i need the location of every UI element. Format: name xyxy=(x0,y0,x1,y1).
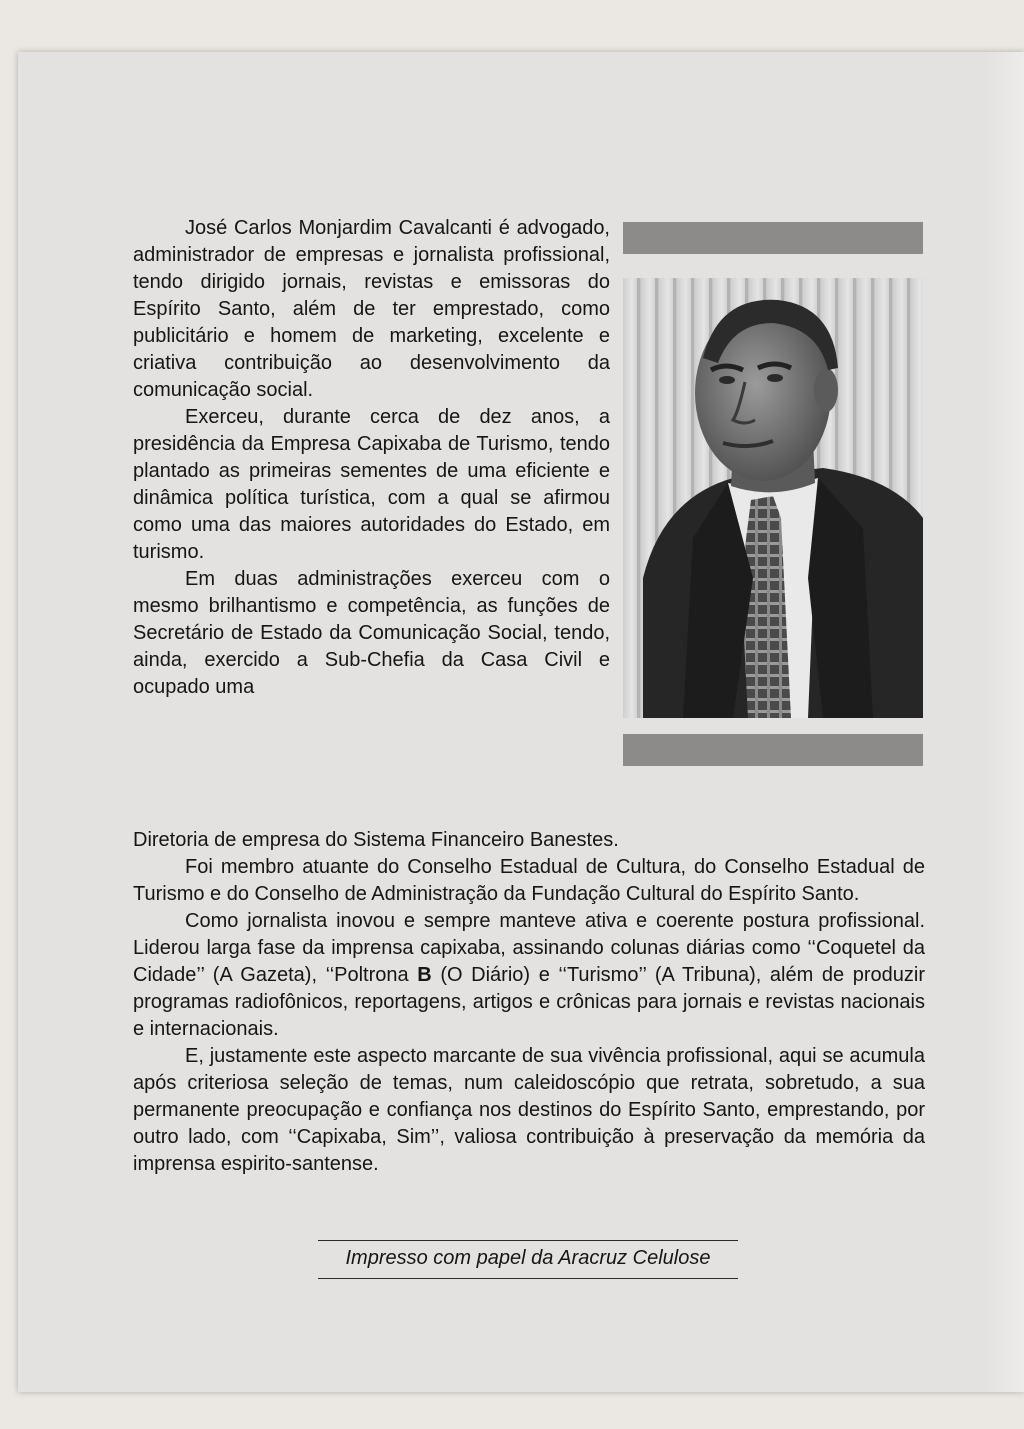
bio-paragraph-6: E, justamente este aspecto marcante de sua vivência profissional, aqui se acumula após criteriosa seleção de temas, num caleidoscópio que retrata, sobretudo, a sua permanente preocupação e confiança nos destinos do Espírito Santo, emprestando, por outro lado, com ‘‘Capixaba, Sim’’, valiosa contribuição à preservação da memória da imprensa espirito-santense. xyxy=(133,1045,925,1175)
book-back-cover xyxy=(18,52,1024,1392)
bio-paragraph-5-bold-letter: B xyxy=(417,964,432,986)
bio-paragraph-3: Em duas administrações exerceu com o mesmo brilhantismo e competência, as funções de Secretário de Estado da Comunicação Social, tendo, ainda, exercido a Sub-Chefia da Casa Civil e ocupado uma xyxy=(133,568,610,698)
bio-paragraph-5-part-a: Como jornalista inovou e sempre manteve ativa e coerente postura profissional. Liderou larga fase da imprensa capixaba, assinando colunas diárias como ‘‘Coquetel da Cidade’’ (A Gazeta), ‘‘Poltrona xyxy=(133,910,925,986)
footer-rule-top xyxy=(318,1240,738,1241)
bio-paragraph-2: Exerceu, durante cerca de dez anos, a presidência da Empresa Capixaba de Turismo, tendo plantado as primeiras sementes de uma eficiente e dinâmica política turística, com a qual se afirmou como uma das maiores autoridades do Estado, em turismo. xyxy=(133,406,610,563)
bio-paragraph-1: José Carlos Monjardim Cavalcanti é advogado, administrador de empresas e jornalista profissional, tendo dirigido jornais, revistas e emissoras do Espírito Santo, além de ter emprestado, como publicitário e homem de marketing, excelente e criativa contribuição ao desenvolvimento da comunicação social. xyxy=(133,217,610,401)
bio-paragraph-5-part-b: (O Diário) e ‘‘Turismo’’ (A Tribuna), além de produzir programas radiofônicos, reportagens, artigos e crônicas para jornais e revistas nacionais e internacionais. xyxy=(133,964,925,1040)
decorative-bar-bottom xyxy=(623,734,923,766)
footer-rule-bottom xyxy=(318,1278,738,1279)
decorative-bar-top xyxy=(623,222,923,254)
author-portrait xyxy=(623,278,923,718)
bio-text-full-column xyxy=(133,827,925,1178)
portrait-photo-icon xyxy=(623,278,923,718)
bio-text-narrow-column xyxy=(133,215,610,701)
printed-paper-note: Impresso com papel da Aracruz Celulose xyxy=(345,1247,711,1269)
bio-paragraph-3-continued: Diretoria de empresa do Sistema Financeiro Banestes. xyxy=(133,829,619,851)
bio-paragraph-5 xyxy=(133,908,925,1043)
bio-paragraph-4: Foi membro atuante do Conselho Estadual de Cultura, do Conselho Estadual de Turismo e do Conselho de Administração da Fundação Cultural do Espírito Santo. xyxy=(133,856,925,905)
